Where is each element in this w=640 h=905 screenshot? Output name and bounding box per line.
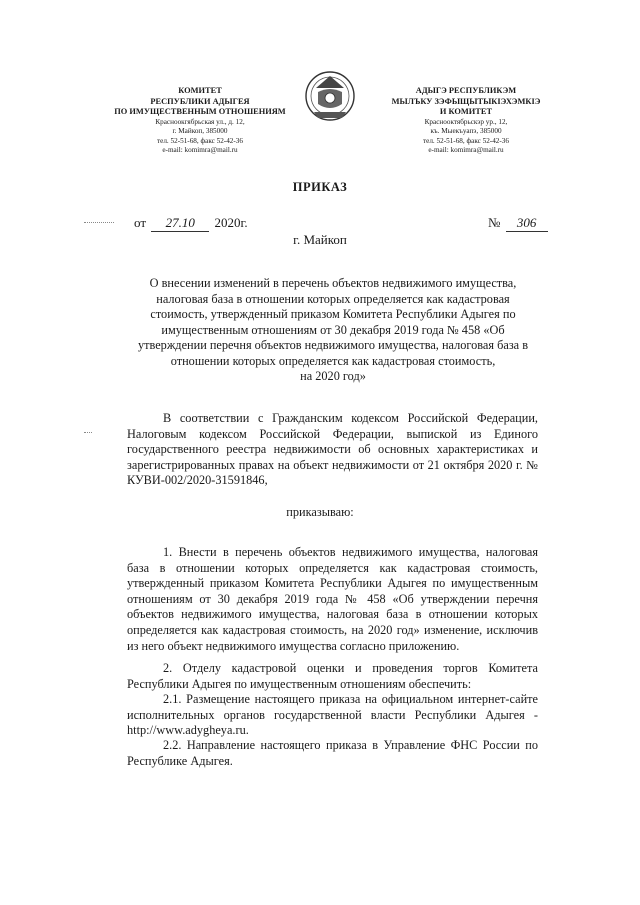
order-title: ПРИКАЗ [292,180,348,194]
number-value: 306 [506,215,548,232]
date-suffix: 2020г. [214,215,248,230]
header-right-address: Краснооктябрьскэр ур., 12, [424,117,508,126]
header-left-line1: КОМИТЕТ [178,86,222,95]
header-left-line3: ПО ИМУЩЕСТВЕННЫМ ОТНОШЕНИЯМ [114,107,286,116]
header-left-city: г. Майкоп, 385000 [172,127,228,135]
header-left-email: e-mail: komimra@mail.ru [162,146,238,154]
scan-mark [84,432,92,433]
clause-1: 1. Внести в перечень объектов недвижимого имущества, налоговая база в отношении которых определяется как кадастровая стоимость, утвержденный приказом Комитета Республики Адыгея по имущественным отношениям от 30 декабря 2019 года № 458 «Об утверждении перечня объектов недвижимого имущества, налоговая база в отношении которых определяется как кадастровая стоимость, на 2020 год» изменение, исключив из него объект недвижимого имущества согласно приложению. [127,545,538,653]
clause-2: 2. Отделу кадастровой оценки и проведения торгов Комитета Республики Адыгея по имущественным отношениям обеспечить: [127,661,538,691]
order-number [488,215,548,232]
clause-2-1: 2.1. Размещение настоящего приказа на официальном интернет-сайте исполнительных органов государственной власти Республики Адыгея - http://www.adygheya.ru. [127,692,538,738]
subject-line: стоимость, утвержденный приказом Комитета Республики Адыгея по [150,307,516,321]
order-city: г. Майкоп [293,232,347,247]
header-right-city: къ. Мыекъуапэ, 385000 [430,127,502,135]
subject-line: имущественным отношениям от 30 декабря 2019 года № 458 «Об [161,322,505,337]
basis-paragraph: В соответствии с Гражданским кодексом Российской Федерации, Налоговым кодексом Российской Федерации, выпиской из Единого государственного реестра недвижимости об основных характеристиках и зарегистрированных правах на объект недвижимости от 21 октября 2020 г. № КУВИ-002/2020-31591846, [127,411,538,488]
date-prefix: от [134,215,147,230]
header-right-line3: И КОМИТЕТ [439,107,493,116]
header-left-address: Красноокгябрьская ул., д. 12, [155,117,245,126]
header-left [100,86,300,156]
date-value: 27.10 [151,215,209,232]
subject-line: О внесении изменений в перечень объектов недвижимого имущества, [149,276,517,290]
header-right-email: e-mail: komimra@mail.ru [428,146,504,154]
header-right-line2: МЫЛЪКУ ЗЭФЫЩЫТЫКIЭХЭМКIЭ [391,96,541,106]
order-date [134,215,248,232]
header-right-line1: АДЫГЭ РЕСПУБЛИКЭМ [415,86,517,95]
order-subject [128,276,538,385]
subject-line: налоговая база в отношении которых определяется как кадастровая [156,291,510,306]
subject-line: утверждении перечня объектов недвижимого имущества, налоговая база в [137,338,529,352]
subject-line: отношении которых определяется как кадастровая стоимость, [170,353,496,368]
header-right-phone: тел. 52-51-68, факс 52-42-36 [423,136,509,145]
header-left-phone: тел. 52-51-68, факс 52-42-36 [157,136,243,145]
order-word: приказываю: [286,505,354,519]
header-left-line2: РЕСПУБЛИКИ АДЫГЕЯ [150,96,250,106]
header-right [364,86,568,156]
number-prefix: № [488,215,501,230]
subject-line: на 2020 год» [300,369,366,383]
republic-adygea-emblem-icon [302,66,358,138]
clause-2-2: 2.2. Направление настоящего приказа в Управление ФНС России по Республике Адыгея. [127,738,538,768]
scan-mark [84,222,114,223]
